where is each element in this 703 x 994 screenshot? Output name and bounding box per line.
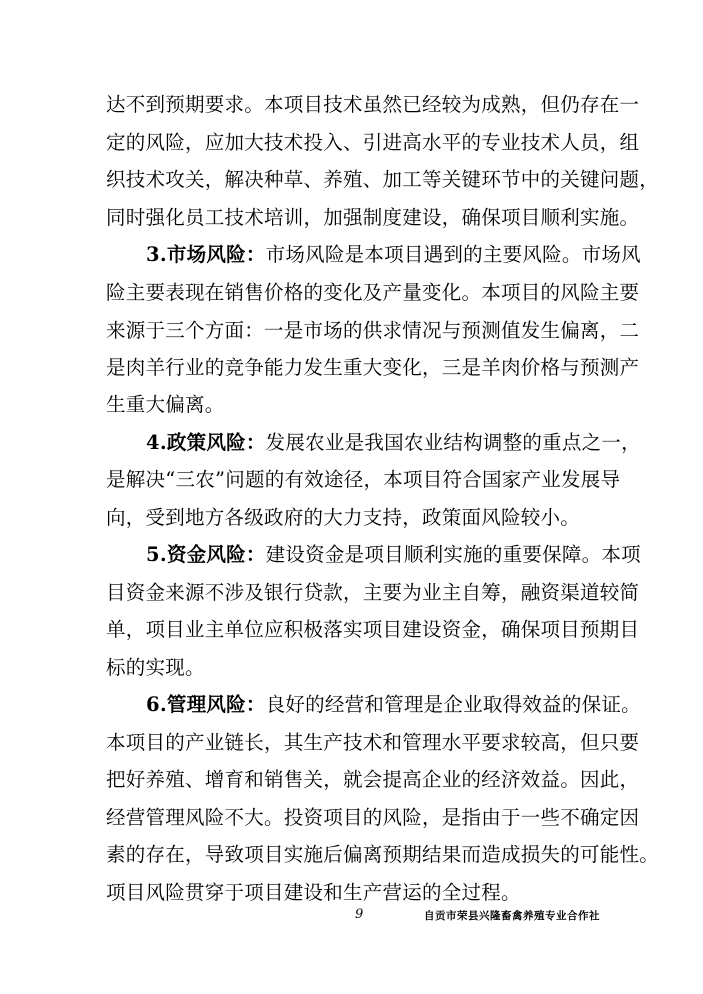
body-line: 把好养殖、增育和销售关，就会提高企业的经济效益。因此， <box>106 768 640 791</box>
section-heading: 4.政策风险： <box>146 431 266 454</box>
body-line: 同时强化员工技术培训，加强制度建设，确保项目顺利实施。 <box>106 206 640 229</box>
body-line: 单，项目业主单位应积极落实项目建设资金，确保项目预期目 <box>106 618 640 641</box>
body-line: 定的风险，应加大技术投入、引进高水平的专业技术人员，组 <box>106 131 640 154</box>
section-heading: 6.管理风险： <box>146 693 266 716</box>
body-line: 是解决“三农”问题的有效途径，本项目符合国家产业发展导 <box>106 468 621 491</box>
body-line: 来源于三个方面：一是市场的供求情况与预测值发生偏离，二 <box>106 319 640 342</box>
section-policy-risk: 4.政策风险：发展农业是我国农业结构调整的重点之一， <box>146 431 641 454</box>
section-heading: 5.资金风险： <box>146 543 266 566</box>
body-line: 向，受到地方各级政府的大力支持，政策面风险较小。 <box>106 506 581 529</box>
body-line: 目资金来源不涉及银行贷款，主要为业主自筹，融资渠道较简 <box>106 581 640 604</box>
footer-organization: 自贡市荣县兴隆畜禽养殖专业合作社 <box>424 910 600 922</box>
body-line: 织技术攻关，解决种草、养殖、加工等关键环节中的关键问题， <box>106 168 660 191</box>
body-line: 项目风险贯穿于项目建设和生产营运的全过程。 <box>106 881 521 904</box>
body-line: 生重大偏离。 <box>106 393 225 416</box>
body-line: 达不到预期要求。本项目技术虽然已经较为成熟，但仍存在一 <box>106 93 640 116</box>
body-line: 险主要表现在销售价格的变化及产量变化。本项目的风险主要 <box>106 281 640 304</box>
page-number: 9 <box>355 907 364 922</box>
body-line: 标的实现。 <box>106 656 205 679</box>
body-line: 经营管理风险不大。投资项目的风险，是指由于一些不确定因 <box>106 806 640 829</box>
section-management-risk: 6.管理风险：良好的经营和管理是企业取得效益的保证。 <box>146 693 641 716</box>
body-line: 本项目的产业链长，其生产技术和管理水平要求较高，但只要 <box>106 731 640 754</box>
section-funding-risk: 5.资金风险：建设资金是项目顺利实施的重要保障。本项 <box>146 543 641 566</box>
body-line: 是肉羊行业的竞争能力发生重大变化，三是羊肉价格与预测产 <box>106 356 640 379</box>
section-heading: 3.市场风险： <box>146 243 266 266</box>
body-line: 素的存在，导致项目实施后偏离预期结果而造成损失的可能性。 <box>106 843 660 866</box>
section-market-risk: 3.市场风险：市场风险是本项目遇到的主要风险。市场风 <box>146 243 641 266</box>
